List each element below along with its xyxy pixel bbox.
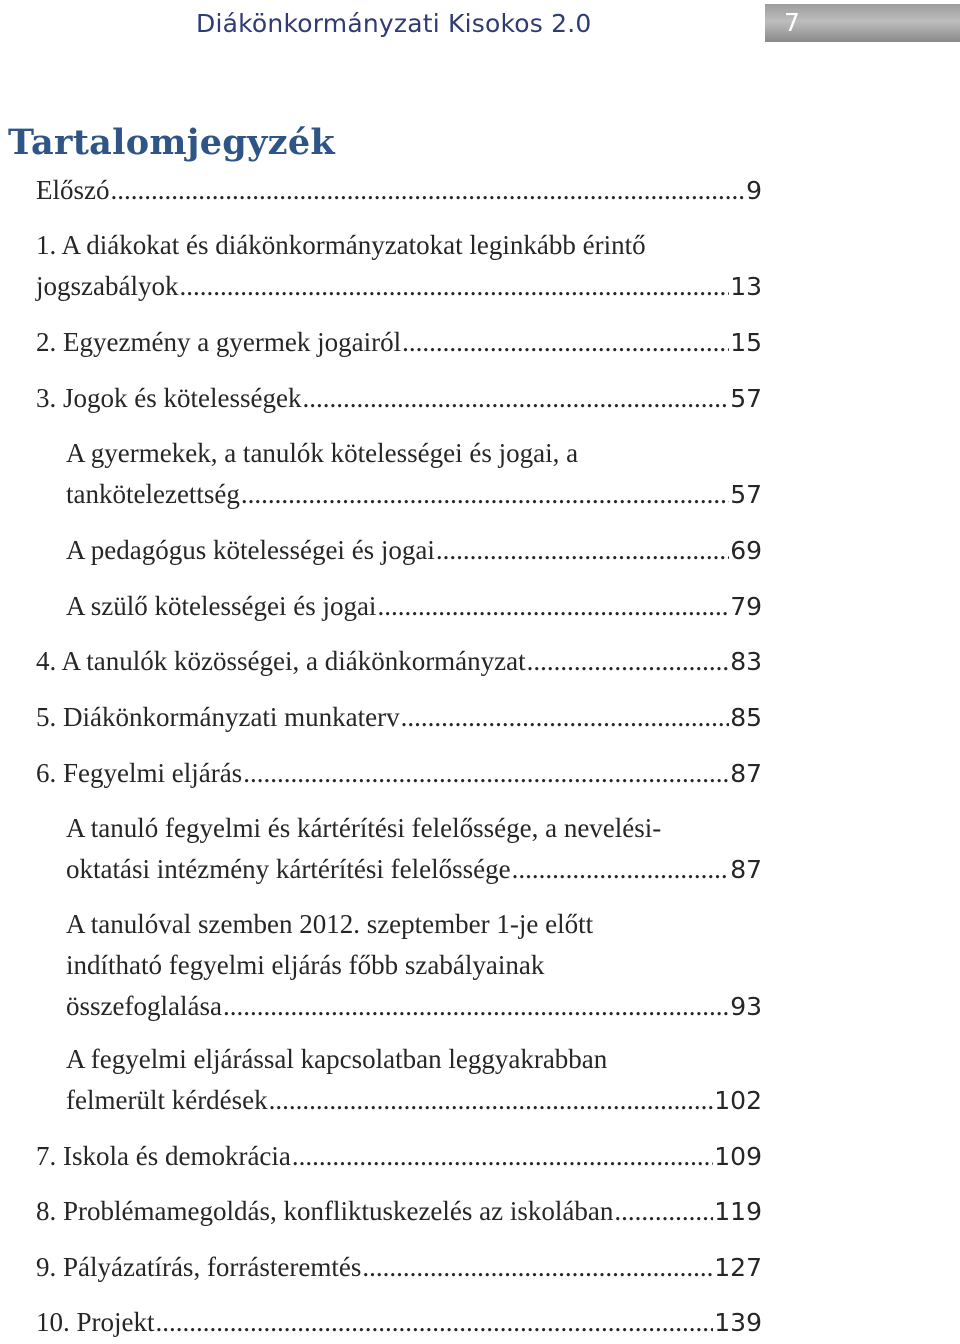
dot-leader	[179, 266, 729, 307]
toc-entry-chapter-6[interactable]	[36, 753, 762, 794]
toc-page-number: 13	[730, 272, 762, 301]
toc-entry-title-cont: jogszabályok	[36, 271, 179, 301]
toc-entry-title: 3. Jogok és kötelességek	[36, 383, 302, 413]
toc-entry-disciplinary-rules-summary[interactable]	[66, 904, 762, 1027]
toc-page-number: 109	[714, 1142, 762, 1171]
toc-entry-chapter-5[interactable]	[36, 697, 762, 738]
toc-entry-chapter-8[interactable]	[36, 1191, 762, 1232]
toc-page-number: 87	[730, 855, 762, 884]
running-header-title: Diákönkormányzati Kisokos 2.0	[196, 9, 592, 38]
dot-leader	[243, 753, 729, 794]
toc-page-number: 57	[730, 384, 762, 413]
toc-entry-title-cont: összefoglalása	[66, 991, 222, 1021]
dot-leader	[377, 586, 729, 627]
toc-entry-preface[interactable]	[36, 170, 762, 211]
toc-page-number: 83	[730, 647, 762, 676]
toc-entry-chapter-10[interactable]	[36, 1302, 762, 1343]
toc-page-number: 69	[730, 536, 762, 565]
dot-leader	[292, 1136, 713, 1177]
toc-page-number: 57	[730, 480, 762, 509]
dot-leader	[269, 1080, 714, 1121]
toc-entry-title: A pedagógus kötelességei és jogai	[66, 535, 435, 565]
toc-entry-chapter-9[interactable]	[36, 1247, 762, 1288]
dot-leader	[512, 849, 730, 890]
toc-page-number: 139	[714, 1308, 762, 1337]
dot-leader	[614, 1191, 713, 1232]
toc-heading: Tartalomjegyzék	[8, 122, 335, 163]
toc-entry-title: A tanuló fegyelmi és kártérítési felelőssége, a nevelési-	[66, 813, 662, 843]
dot-leader	[241, 474, 729, 515]
toc-entry-children-duties[interactable]	[66, 433, 762, 515]
toc-entry-faq[interactable]	[66, 1039, 762, 1121]
dot-leader	[156, 1302, 714, 1343]
toc-entry-chapter-2[interactable]	[36, 322, 762, 363]
toc-page-number: 102	[714, 1086, 762, 1115]
toc-page-number: 127	[714, 1253, 762, 1282]
toc-entry-parent-duties[interactable]	[66, 586, 762, 627]
toc-entry-chapter-3[interactable]	[36, 378, 762, 419]
toc-entry-title-cont: tankötelezettség	[66, 479, 240, 509]
toc-entry-title-cont: oktatási intézmény kártérítési felelőssége	[66, 854, 511, 884]
toc-entry-title: 6. Fegyelmi eljárás	[36, 758, 243, 788]
toc-page-number: 9	[746, 176, 762, 205]
toc-entry-title: A tanulóval szemben 2012. szeptember 1-je előtt	[66, 909, 594, 939]
toc-entry-title: Előszó	[36, 175, 110, 205]
toc-entry-title: 10. Projekt	[36, 1307, 155, 1337]
toc-page-number: 93	[730, 992, 762, 1021]
toc-entry-title: 8. Problémamegoldás, konfliktuskezelés az iskolában	[36, 1196, 614, 1226]
toc-entry-title: A gyermekek, a tanulók kötelességei és jogai, a	[66, 438, 579, 468]
toc-entry-title-cont: indítható fegyelmi eljárás főbb szabályainak	[66, 950, 545, 980]
toc-entry-title-cont: felmerült kérdések	[66, 1085, 268, 1115]
page-number: 7	[784, 8, 800, 37]
toc-entry-title: 4. A tanulók közösségei, a diákönkormányzat	[36, 646, 526, 676]
toc-entry-title: 9. Pályázatírás, forrásteremtés	[36, 1252, 362, 1282]
dot-leader	[436, 530, 729, 571]
toc-entry-chapter-7[interactable]	[36, 1136, 762, 1177]
toc-page-number: 79	[730, 592, 762, 621]
toc-entry-student-liability[interactable]	[66, 808, 762, 890]
dot-leader	[111, 170, 746, 211]
dot-leader	[527, 641, 730, 682]
dot-leader	[402, 322, 729, 363]
toc-page-number: 85	[730, 703, 762, 732]
dot-leader	[223, 986, 729, 1027]
dot-leader	[401, 697, 730, 738]
toc-entry-title: 1. A diákokat és diákönkormányzatokat leginkább érintő	[36, 230, 646, 260]
toc-page-number: 87	[730, 759, 762, 788]
toc-entry-title: 5. Diákönkormányzati munkaterv	[36, 702, 400, 732]
toc-page-number: 15	[730, 328, 762, 357]
toc-page-number: 119	[714, 1197, 762, 1226]
toc-entry-teacher-duties[interactable]	[66, 530, 762, 571]
toc-entry-chapter-1[interactable]	[36, 225, 762, 307]
toc-entry-title: A szülő kötelességei és jogai	[66, 591, 377, 621]
dot-leader	[362, 1247, 713, 1288]
toc-entry-title: A fegyelmi eljárással kapcsolatban leggyakrabban	[66, 1044, 608, 1074]
toc-entry-title: 7. Iskola és demokrácia	[36, 1141, 291, 1171]
toc-entry-title: 2. Egyezmény a gyermek jogairól	[36, 327, 402, 357]
toc-entry-chapter-4[interactable]	[36, 641, 762, 682]
dot-leader	[302, 378, 729, 419]
